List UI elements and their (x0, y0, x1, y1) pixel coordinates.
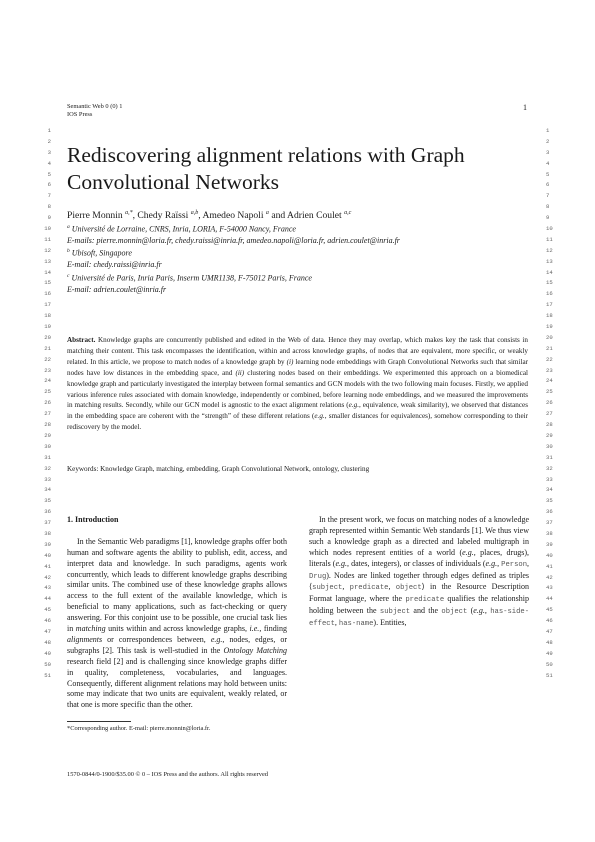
line-number: 31 (44, 453, 51, 461)
line-number: 44 (546, 595, 553, 603)
line-number: 18 (546, 312, 553, 320)
author-4[interactable]: Adrien Coulet $^{a,c}$ (287, 210, 352, 222)
keywords: Keywords: Knowledge Graph, matching, embedding, Graph Convolutional Network, ontology, clustering (67, 465, 370, 473)
line-number: 29 (546, 431, 553, 439)
line-number: 51 (546, 671, 553, 679)
footnote-corresponding-author: *Corresponding author. E-mail: pierre.monnin@loria.fr. (67, 725, 211, 732)
line-number: 32 (546, 464, 553, 472)
line-number: 21 (44, 344, 51, 352)
line-number: 44 (44, 595, 51, 603)
line-number: 27 (44, 410, 51, 418)
affiliation-c: $^c$ Université de Paris, Inria Paris, Inserm UMR1138, F-75012 Paris, France (67, 272, 312, 283)
line-number: 48 (546, 638, 553, 646)
line-number: 12 (44, 246, 51, 254)
author-3[interactable]: Amedeo Napoli $^a$ (202, 210, 269, 222)
abstract: Abstract. Knowledge graphs are concurrently published and edited in the Web of data. Hence they may overlap, which makes key the task that consists in matching their content. This task encompasses the identification, within and across knowledge graphs, of nodes that are equivalent, more specific, or weakly related. In this article, we propose to match nodes of a knowledge graph by (i) learning node embeddings with Graph Convolutional Networks such that similar nodes have low distances in the embedding space, and (ii) clustering nodes based on their embeddings. We experimented this approach on a biomedical knowledge graph and particularly investigated the interplay between formal semantics and GCN models with the two following main focuses. Firstly, we applied various inference rules associated with domain knowledge, independently or combined, before learning node embeddings, and we measured the improvements in matching results. Secondly, while our GCN model is agnostic to the exact alignment relations (e.g., equivalence, weak similarity), we observed that distances in the embedding space are coherent with the “strength” of these different relations (e.g., smaller distances for equivalences), somehow corresponding to their rediscovery by the model. (67, 336, 529, 432)
intro-paragraph-2: In the present work, we focus on matching nodes of a knowledge graph represented within Semantic Web standards [1]. We thus view such a knowledge graph as a directed and labeled multigraph in which nodes represent entities of a world (e.g., places, drugs), literals (e.g., dates, integers), or classes of individuals (e.g., Person, Drug). Nodes are linked together through edges defined as triples ⟨subject, predicate, object⟩ in the Resource Description Format language, where the predicate qualifies the relationship holding between the subject and the object (e.g., has-side-effect, has-name). Entities, (309, 515, 530, 629)
journal-name: Semantic Web 0 (0) 1 (67, 103, 123, 110)
abstract-label: Abstract. (67, 336, 96, 344)
line-number: 42 (546, 573, 553, 581)
line-number: 37 (44, 519, 51, 527)
line-number: 18 (44, 312, 51, 320)
line-number: 43 (44, 584, 51, 592)
line-number: 36 (44, 508, 51, 516)
line-number: 50 (44, 660, 51, 668)
line-number: 5 (47, 170, 51, 178)
body-column-left (67, 515, 287, 711)
line-number: 49 (546, 649, 553, 657)
line-number: 48 (44, 638, 51, 646)
line-number: 35 (546, 497, 553, 505)
author-2[interactable]: Chedy Raïssi $^{a,b}$ (137, 210, 199, 222)
line-number: 4 (47, 159, 51, 167)
line-number: 34 (546, 486, 553, 494)
paper-title: Rediscovering alignment relations with Graph Convolutional Networks (67, 143, 465, 194)
line-number: 26 (546, 399, 553, 407)
line-number: 46 (546, 617, 553, 625)
line-number: 40 (546, 551, 553, 559)
line-number: 29 (44, 431, 51, 439)
line-number: 4 (546, 159, 550, 167)
line-number: 6 (47, 181, 51, 189)
line-number: 17 (44, 301, 51, 309)
line-number: 25 (44, 388, 51, 396)
line-number: 40 (44, 551, 51, 559)
line-number: 39 (44, 540, 51, 548)
line-number: 12 (546, 246, 553, 254)
line-number: 41 (44, 562, 51, 570)
line-number: 9 (546, 214, 550, 222)
line-number: 47 (546, 627, 553, 635)
line-number: 28 (44, 421, 51, 429)
section-heading-introduction: 1. Introduction (67, 515, 119, 524)
line-number: 32 (44, 464, 51, 472)
line-number: 50 (546, 660, 553, 668)
line-number: 45 (546, 606, 553, 614)
line-number: 23 (44, 366, 51, 374)
author-1[interactable]: Pierre Monnin $^{a,*}$ (67, 210, 133, 222)
line-number: 25 (546, 388, 553, 396)
author-list: Pierre Monnin $^{a,*}$, Chedy Raïssi $^{a,b}$, Amedeo Napoli $^a$ and Adrien Coulet $^{a,c}$ (67, 210, 352, 222)
line-number: 5 (546, 170, 550, 178)
line-numbers-left (31, 126, 51, 681)
line-number: 26 (44, 399, 51, 407)
line-number: 11 (44, 235, 51, 243)
line-number: 9 (47, 214, 51, 222)
line-number: 24 (546, 377, 553, 385)
line-number: 33 (546, 475, 553, 483)
line-number: 19 (44, 323, 51, 331)
line-numbers-right (546, 126, 566, 681)
line-number: 16 (44, 290, 51, 298)
line-number: 3 (47, 148, 51, 156)
line-number: 3 (546, 148, 550, 156)
page-number: 1 (523, 103, 527, 112)
affiliation-a: $^a$ Université de Lorraine, CNRS, Inria, LORIA, F-54000 Nancy, France (67, 224, 296, 234)
line-number: 34 (44, 486, 51, 494)
copyright-footer: 1570-0844/0-1900/$35.00 © 0 – IOS Press and the authors. All rights reserved (67, 771, 268, 778)
intro-paragraph-1: In the Semantic Web paradigms [1], knowledge graphs offer both human and software agents the ability to publish, edit, access, and interpret data and knowledge. In such paradigms, agents work concurrently, which leads to different knowledge graphs describing similar units. The combined use of these knowledge graphs allows access to the full extent of the available knowledge, which is beneficial to many applications, such as fact-checking or query answering. For this conjoint use to be possible, one crucial task lies in matching units within and across knowledge graphs, i.e., finding alignments or correspondences between, e.g., nodes, edges, or subgraphs [2]. This task is well-studied in the Ontology Matching research field [2] and is challenging since knowledge graphs differ in quality, completeness, vocabularies, and languages. Consequently, different alignment relations may hold between units: some may indicate that two units are equivalent, weakly related, or that one is more specific than the other. (67, 536, 288, 710)
line-number: 6 (546, 181, 550, 189)
line-number: 28 (546, 421, 553, 429)
line-number: 1 (546, 127, 550, 134)
line-number: 7 (47, 192, 51, 200)
line-number: 39 (546, 540, 553, 548)
line-number: 16 (546, 290, 553, 298)
line-number: 17 (546, 301, 553, 309)
line-number: 33 (44, 475, 51, 483)
line-number: 49 (44, 649, 51, 657)
line-number: 30 (546, 442, 553, 450)
line-number: 8 (546, 203, 550, 211)
line-number: 2 (546, 137, 550, 145)
line-number: 38 (44, 529, 51, 537)
footnote-rule (67, 721, 131, 722)
line-number: 42 (44, 573, 51, 581)
line-number: 13 (44, 257, 51, 265)
line-number: 47 (44, 627, 51, 635)
line-number: 22 (546, 355, 553, 363)
line-number: 27 (546, 410, 553, 418)
line-number: 13 (546, 257, 553, 265)
publisher-name: IOS Press (67, 111, 93, 118)
line-number: 10 (44, 225, 51, 233)
line-number: 51 (44, 671, 51, 679)
line-number: 30 (44, 442, 51, 450)
line-number: 24 (44, 377, 51, 385)
body-column-right (309, 515, 529, 630)
line-number: 20 (546, 333, 553, 341)
line-number: 14 (44, 268, 51, 276)
line-number: 20 (44, 333, 51, 341)
line-number: 10 (546, 225, 553, 233)
line-number: 31 (546, 453, 553, 461)
line-number: 7 (546, 192, 550, 200)
line-number: 15 (546, 279, 553, 287)
affiliation-c-email[interactable]: E-mail: adrien.coulet@inria.fr (67, 284, 167, 294)
line-number: 46 (44, 617, 51, 625)
line-number: 35 (44, 497, 51, 505)
line-number: 15 (44, 279, 51, 287)
line-number: 45 (44, 606, 51, 614)
line-number: 11 (546, 235, 553, 243)
line-number: 2 (47, 137, 51, 145)
line-number: 21 (546, 344, 553, 352)
line-number: 23 (546, 366, 553, 374)
line-number: 38 (546, 529, 553, 537)
affiliation-a-emails[interactable]: E-mails: pierre.monnin@loria.fr, chedy.raissi@inria.fr, amedeo.napoli@loria.fr, adrien.coulet@inria.fr (67, 235, 400, 245)
affiliation-b-email[interactable]: E-mail: chedy.raissi@inria.fr (67, 260, 162, 270)
line-number: 14 (546, 268, 553, 276)
line-number: 37 (546, 519, 553, 527)
line-number: 22 (44, 355, 51, 363)
line-number: 41 (546, 562, 553, 570)
line-number: 43 (546, 584, 553, 592)
line-number: 8 (47, 203, 51, 211)
affiliation-b: $^b$ Ubisoft, Singapore (67, 248, 132, 259)
line-number: 19 (546, 323, 553, 331)
line-number: 1 (47, 127, 51, 134)
line-number: 36 (546, 508, 553, 516)
affiliations (67, 222, 537, 295)
